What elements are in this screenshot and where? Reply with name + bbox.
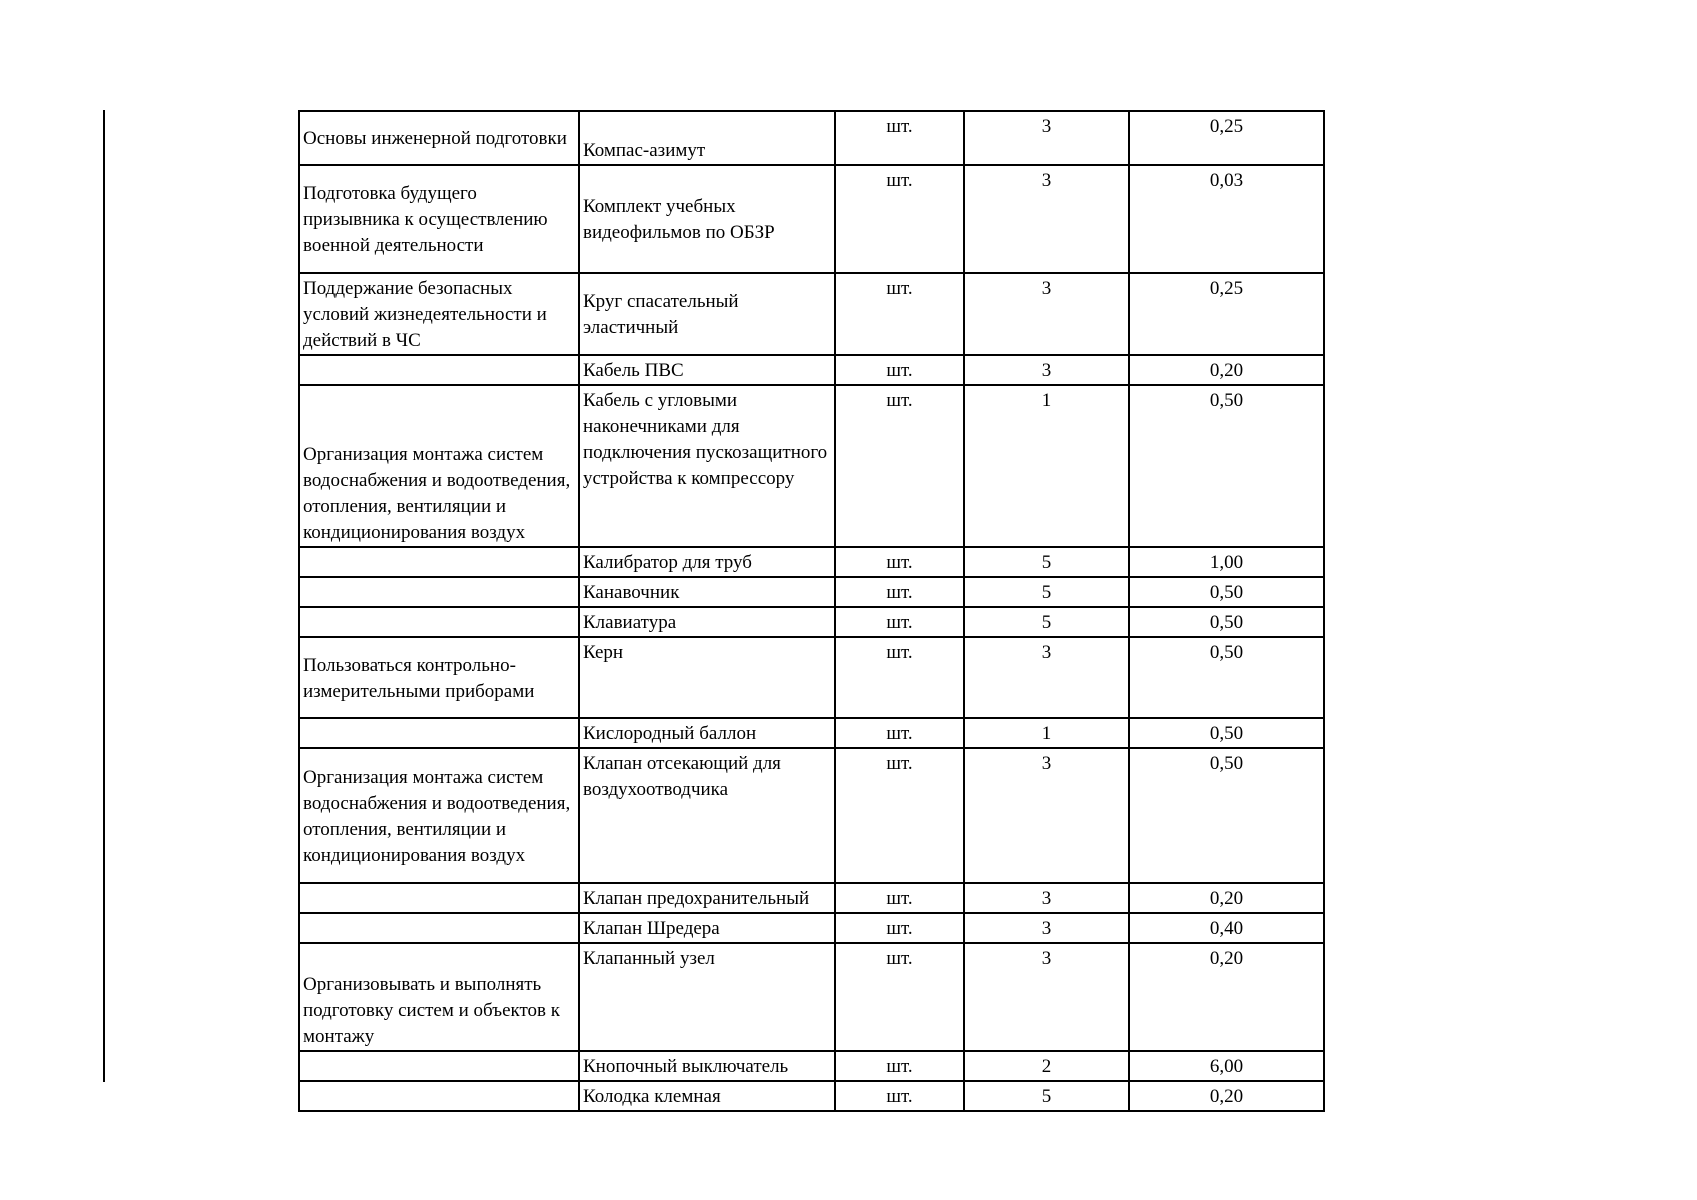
quantity-cell: 2 xyxy=(964,1051,1129,1081)
topic-cell xyxy=(299,547,579,577)
unit-cell: шт. xyxy=(835,607,964,637)
unit-cell: шт. xyxy=(835,385,964,547)
quantity-cell: 3 xyxy=(964,913,1129,943)
quantity-cell: 3 xyxy=(964,165,1129,273)
item-cell: Клапан отсекающий для воздухоотводчика xyxy=(579,748,835,883)
item-cell: Керн xyxy=(579,637,835,718)
item-cell: Компас-азимут xyxy=(579,111,835,165)
topic-cell: Организация монтажа систем водоснабжения и водоотведения, отопления, вентиляции и кондиционирования воздух xyxy=(299,385,579,547)
table-row xyxy=(299,355,1324,385)
item-cell: Кабель с угловыми наконечниками для подключения пускозащитного устройства к компрессору xyxy=(579,385,835,547)
unit-cell: шт. xyxy=(835,165,964,273)
topic-cell xyxy=(299,1081,579,1111)
table-row xyxy=(299,111,1324,165)
unit-cell: шт. xyxy=(835,718,964,748)
quantity-cell: 3 xyxy=(964,748,1129,883)
rate-cell: 0,50 xyxy=(1129,718,1324,748)
table-row xyxy=(299,577,1324,607)
item-cell: Колодка клемная xyxy=(579,1081,835,1111)
quantity-cell: 3 xyxy=(964,637,1129,718)
unit-cell: шт. xyxy=(835,883,964,913)
unit-cell: шт. xyxy=(835,748,964,883)
rate-cell: 0,25 xyxy=(1129,111,1324,165)
unit-cell: шт. xyxy=(835,111,964,165)
item-cell: Кабель ПВС xyxy=(579,355,835,385)
table-row xyxy=(299,607,1324,637)
topic-cell: Организовывать и выполнять подготовку систем и объектов к монтажу xyxy=(299,943,579,1051)
quantity-cell: 5 xyxy=(964,577,1129,607)
rate-cell: 1,00 xyxy=(1129,547,1324,577)
quantity-cell: 3 xyxy=(964,111,1129,165)
table-row xyxy=(299,943,1324,1051)
unit-cell: шт. xyxy=(835,273,964,355)
quantity-cell: 5 xyxy=(964,547,1129,577)
quantity-cell: 1 xyxy=(964,718,1129,748)
item-cell: Кнопочный выключатель xyxy=(579,1051,835,1081)
rate-cell: 0,20 xyxy=(1129,1081,1324,1111)
unit-cell: шт. xyxy=(835,637,964,718)
table-row xyxy=(299,1051,1324,1081)
topic-cell: Основы инженерной подготовки xyxy=(299,111,579,165)
quantity-cell: 5 xyxy=(964,1081,1129,1111)
unit-cell: шт. xyxy=(835,943,964,1051)
item-cell: Комплект учебных видеофильмов по ОБЗР xyxy=(579,165,835,273)
topic-cell xyxy=(299,355,579,385)
rate-cell: 0,20 xyxy=(1129,943,1324,1051)
equipment-table xyxy=(298,110,1325,1112)
unit-cell: шт. xyxy=(835,1081,964,1111)
table-row xyxy=(299,1081,1324,1111)
topic-cell xyxy=(299,607,579,637)
rate-cell: 0,20 xyxy=(1129,355,1324,385)
rate-cell: 0,50 xyxy=(1129,637,1324,718)
rate-cell: 6,00 xyxy=(1129,1051,1324,1081)
topic-cell xyxy=(299,1051,579,1081)
topic-cell: Организация монтажа систем водоснабжения и водоотведения, отопления, вентиляции и кондиционирования воздух xyxy=(299,748,579,883)
left-margin-rule xyxy=(103,110,105,1082)
topic-cell xyxy=(299,913,579,943)
unit-cell: шт. xyxy=(835,547,964,577)
unit-cell: шт. xyxy=(835,1051,964,1081)
unit-cell: шт. xyxy=(835,577,964,607)
quantity-cell: 3 xyxy=(964,355,1129,385)
table-row xyxy=(299,883,1324,913)
item-cell: Круг спасательный эластичный xyxy=(579,273,835,355)
table-row xyxy=(299,637,1324,718)
quantity-cell: 5 xyxy=(964,607,1129,637)
topic-cell: Подготовка будущего призывника к осуществлению военной деятельности xyxy=(299,165,579,273)
rate-cell: 0,50 xyxy=(1129,607,1324,637)
topic-cell: Поддержание безопасных условий жизнедеятельности и действий в ЧС xyxy=(299,273,579,355)
rate-cell: 0,50 xyxy=(1129,385,1324,547)
rate-cell: 0,03 xyxy=(1129,165,1324,273)
item-cell: Клапанный узел xyxy=(579,943,835,1051)
table-row xyxy=(299,718,1324,748)
item-cell: Кислородный баллон xyxy=(579,718,835,748)
table-row xyxy=(299,165,1324,273)
rate-cell: 0,40 xyxy=(1129,913,1324,943)
equipment-table-body xyxy=(299,111,1324,1111)
rate-cell: 0,25 xyxy=(1129,273,1324,355)
table-row xyxy=(299,273,1324,355)
quantity-cell: 3 xyxy=(964,883,1129,913)
table-row xyxy=(299,385,1324,547)
item-cell: Клапан Шредера xyxy=(579,913,835,943)
item-cell: Канавочник xyxy=(579,577,835,607)
quantity-cell: 3 xyxy=(964,273,1129,355)
quantity-cell: 3 xyxy=(964,943,1129,1051)
quantity-cell: 1 xyxy=(964,385,1129,547)
table-row xyxy=(299,748,1324,883)
topic-cell: Пользоваться контрольно-измерительными приборами xyxy=(299,637,579,718)
item-cell: Клапан предохранительный xyxy=(579,883,835,913)
table-row xyxy=(299,913,1324,943)
unit-cell: шт. xyxy=(835,355,964,385)
unit-cell: шт. xyxy=(835,913,964,943)
rate-cell: 0,50 xyxy=(1129,748,1324,883)
table-row xyxy=(299,547,1324,577)
topic-cell xyxy=(299,883,579,913)
topic-cell xyxy=(299,718,579,748)
item-cell: Калибратор для труб xyxy=(579,547,835,577)
rate-cell: 0,20 xyxy=(1129,883,1324,913)
rate-cell: 0,50 xyxy=(1129,577,1324,607)
topic-cell xyxy=(299,577,579,607)
item-cell: Клавиатура xyxy=(579,607,835,637)
